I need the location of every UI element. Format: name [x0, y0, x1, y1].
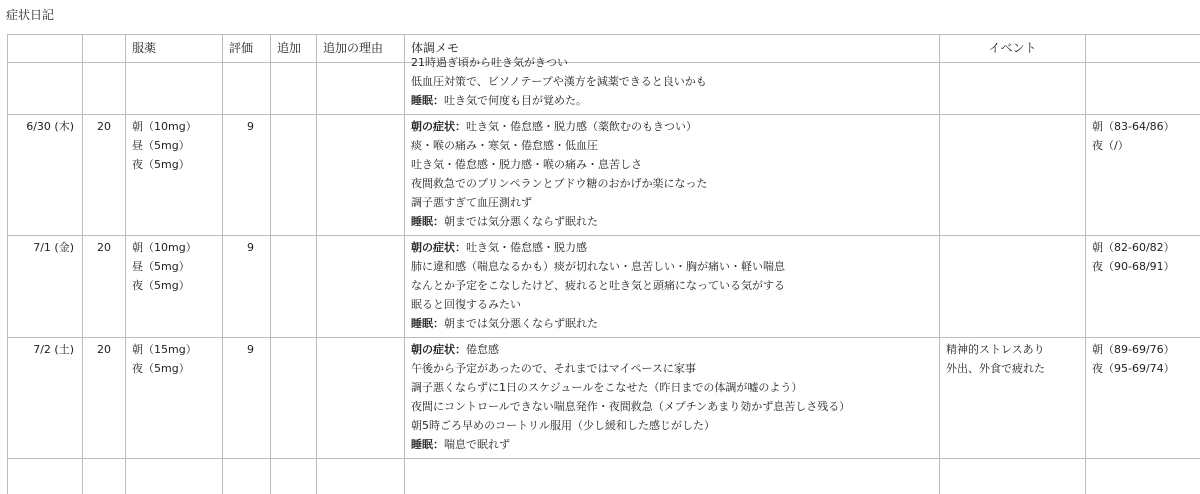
additional-reason-cell — [317, 338, 405, 459]
medication-line: 夜（5mg） — [132, 359, 216, 378]
additional-reason-cell — [317, 115, 405, 236]
blood-pressure-cell — [1086, 338, 1200, 459]
memo-cell — [405, 115, 940, 236]
memo-line: 睡眠：朝までは気分悪くならず眠れた — [411, 314, 933, 333]
blood-pressure-cell — [1086, 63, 1200, 115]
symptom-diary-table — [7, 34, 1200, 494]
number-cell — [83, 63, 126, 115]
page-title: 症状日記 — [6, 6, 54, 24]
memo-line: 吐き気・倦怠感・脱力感・喉の痛み・息苦しさ — [411, 155, 933, 174]
event-cell — [940, 63, 1086, 115]
memo-line: 睡眠：喘息で眠れず — [411, 435, 933, 454]
memo-line: 夜間救急でのプリンペランとブドウ糖のおかげか楽になった — [411, 174, 933, 193]
memo-line: 夜間にコントロールできない喘息発作・夜間救急（メプチンあまり効かず息苦しさ残る） — [411, 397, 933, 416]
medication-cell — [126, 63, 223, 115]
header-medication: 服薬 — [126, 35, 223, 63]
table-row — [8, 63, 1200, 115]
rating-cell — [223, 459, 271, 494]
medication-line: 昼（5mg） — [132, 136, 216, 155]
event-cell — [940, 338, 1086, 459]
rating-cell: 9 — [223, 236, 271, 338]
memo-line: 眠ると回復するみたい — [411, 295, 933, 314]
medication-cell — [126, 236, 223, 338]
blood-pressure-line: 朝（83-64/86） — [1092, 117, 1200, 136]
event-cell — [940, 115, 1086, 236]
blood-pressure-line: 朝（89-69/76） — [1092, 340, 1200, 359]
table-row — [8, 459, 1200, 494]
number-cell: 20 — [83, 338, 126, 459]
event-cell — [940, 236, 1086, 338]
additional-reason-cell — [317, 236, 405, 338]
date-cell: 6/30 (木) — [8, 115, 83, 236]
additional-cell — [271, 115, 317, 236]
rating-cell: 9 — [223, 338, 271, 459]
medication-cell — [126, 459, 223, 494]
header-event: イベント — [940, 35, 1086, 63]
header-additional: 追加 — [271, 35, 317, 63]
memo-line: 調子悪すぎて血圧測れず — [411, 193, 933, 212]
memo-line: 睡眠：吐き気で何度も目が覚めた。 — [411, 91, 933, 110]
table-row — [8, 236, 1200, 338]
number-cell — [83, 459, 126, 494]
number-cell: 20 — [83, 236, 126, 338]
blood-pressure-line: 夜（90-68/91） — [1092, 257, 1200, 276]
medication-line: 朝（15mg） — [132, 340, 216, 359]
header-date — [8, 35, 83, 63]
symptom-diary-table-wrap — [7, 34, 1200, 494]
medication-line: 朝（10mg） — [132, 117, 216, 136]
memo-line: 低血圧対策で、ビソノテープや漢方を減薬できると良いかも — [411, 72, 933, 91]
additional-cell — [271, 459, 317, 494]
blood-pressure-cell — [1086, 115, 1200, 236]
memo-line: 肺に違和感（喘息なるかも）痰が切れない・息苦しい・胸が痛い・軽い喘息 — [411, 257, 933, 276]
medication-cell — [126, 338, 223, 459]
rating-cell — [223, 63, 271, 115]
memo-line: 朝5時ごろ早めのコートリル服用（少し緩和した感じがした） — [411, 416, 933, 435]
date-cell: 7/2 (土) — [8, 338, 83, 459]
event-line: 外出、外食で疲れた — [946, 359, 1079, 378]
date-cell — [8, 459, 83, 494]
table-row — [8, 338, 1200, 459]
blood-pressure-cell — [1086, 459, 1200, 494]
rating-cell: 9 — [223, 115, 271, 236]
memo-line: なんとか予定をこなしたけど、疲れると吐き気と頭痛になっている気がする — [411, 276, 933, 295]
memo-line: 痰・喉の痛み・寒気・倦怠感・低血圧 — [411, 136, 933, 155]
memo-line: 21時過ぎ頃から吐き気がきつい — [411, 53, 933, 72]
memo-line: 朝の症状：吐き気・倦怠感・脱力感（薬飲むのもきつい） — [411, 117, 933, 136]
medication-line: 朝（10mg） — [132, 238, 216, 257]
memo-line: 朝の症状：倦怠感 — [411, 340, 933, 359]
date-cell — [8, 63, 83, 115]
medication-line: 夜（5mg） — [132, 155, 216, 174]
memo-line: 朝の症状：吐き気・倦怠感・脱力感 — [411, 238, 933, 257]
medication-line: 夜（5mg） — [132, 276, 216, 295]
memo-cell — [405, 63, 940, 115]
medication-cell — [126, 115, 223, 236]
blood-pressure-line: 夜（/） — [1092, 136, 1200, 155]
header-additional-reason: 追加の理由 — [317, 35, 405, 63]
number-cell: 20 — [83, 115, 126, 236]
header-blood-pressure — [1086, 35, 1200, 63]
memo-cell — [405, 459, 940, 494]
header-condition-memo: 体調メモ — [405, 35, 940, 63]
additional-cell — [271, 63, 317, 115]
memo-cell — [405, 236, 940, 338]
additional-reason-cell — [317, 63, 405, 115]
memo-line: 睡眠：朝までは気分悪くならず眠れた — [411, 212, 933, 231]
blood-pressure-cell — [1086, 236, 1200, 338]
blood-pressure-line: 夜（95-69/74） — [1092, 359, 1200, 378]
medication-line: 昼（5mg） — [132, 257, 216, 276]
memo-line: 午後から予定があったので、それまではマイペースに家事 — [411, 359, 933, 378]
event-cell — [940, 459, 1086, 494]
memo-cell — [405, 338, 940, 459]
blood-pressure-line: 朝（82-60/82） — [1092, 238, 1200, 257]
header-number — [83, 35, 126, 63]
header-rating: 評価 — [223, 35, 271, 63]
event-line: 精神的ストレスあり — [946, 340, 1079, 359]
memo-line: 調子悪くならずに1日のスケジュールをこなせた（昨日までの体調が嘘のよう） — [411, 378, 933, 397]
table-row — [8, 115, 1200, 236]
additional-cell — [271, 236, 317, 338]
date-cell: 7/1 (金) — [8, 236, 83, 338]
additional-reason-cell — [317, 459, 405, 494]
additional-cell — [271, 338, 317, 459]
